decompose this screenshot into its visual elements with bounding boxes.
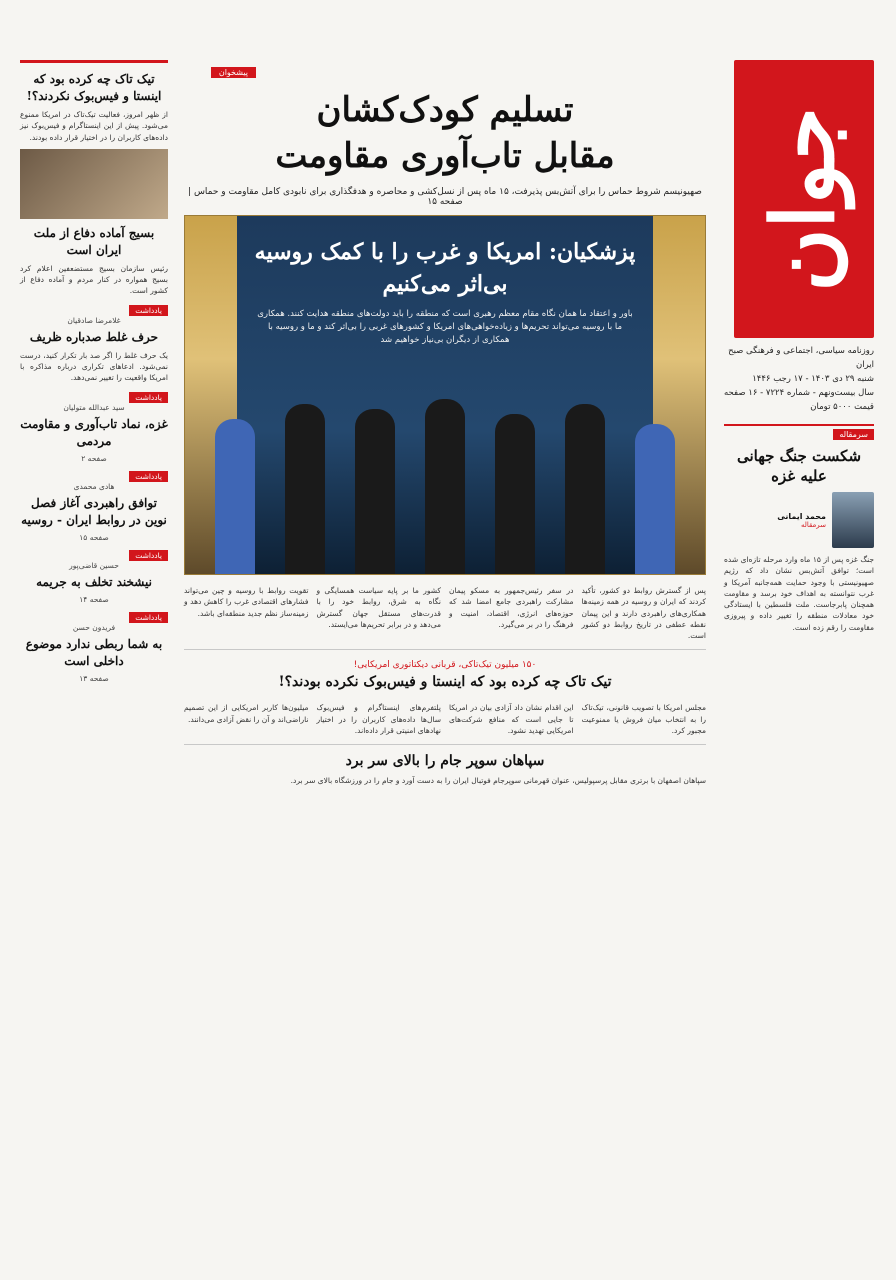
masthead-meta — [724, 344, 874, 414]
note-tag-5: یادداشت — [129, 612, 168, 623]
editorial-text: جنگ غزه پس از ۱۵ ماه وارد مرحله تازه‌ای شده است؛ توافق آتش‌بس نشان داد که رژیم صهیونیستی با وجود حمایت همه‌جانبه آمریکا و غرب نتوانسته به اهداف خود برسد و مقاومت همچنان پابرجاست. ملت فلسطین با ایستادگی خود معادلات منطقه را تغییر داده و پیروزی مقاومت را رقم زده است. — [724, 555, 874, 632]
main-kicker: پیشخوان — [211, 67, 256, 78]
main-photo[interactable] — [184, 215, 706, 575]
headline-line-1: تسلیم کودک‌کشان — [316, 90, 574, 130]
note-bar-3 — [20, 471, 168, 482]
main-text-3: کشور ما بر پایه سیاست همسایگی و نگاه به شرق، روابط خود را با قدرت‌های مستقل جهان گسترش می‌دهد و در برابر تحریم‌ها می‌ایستد. — [316, 586, 441, 629]
note-tag-1: یادداشت — [129, 305, 168, 316]
author-name: محمد ایمانی — [777, 511, 826, 521]
sub-text-2: این اقدام نشان داد آزادی بیان در امریکا تا جایی است که منافع شرکت‌های امریکایی تهدید نشود. — [449, 703, 574, 736]
masthead-date: شنبه ۲۹ دی ۱۴۰۳ - ۱۷ رجب ۱۴۴۶ — [752, 374, 874, 384]
masthead-desc: روزنامه سیاسی، اجتماعی و فرهنگی صبح ایران — [728, 346, 874, 370]
main-lead: صهیونیسم شروط حماس را برای آتش‌بس پذیرفت، ۱۵ ماه پس از نسل‌کشی و محاصره و هدفگذاری برای نابودی کامل مقاومت و حماس | صفحه ۱۵ — [188, 187, 702, 207]
editorial-header — [724, 424, 874, 440]
note-page-3: صفحه ۲ — [81, 453, 107, 463]
sub-text-3: پلتفرم‌های اینستاگرام و فیس‌بوک سال‌ها داده‌های کاربران را در اختیار نهادهای امنیتی قرار داده‌اند. — [316, 703, 441, 736]
left-top-text: از ظهر امروز، فعالیت تیک‌تاک در امریکا ممنوع می‌شود. پیش از این اینستاگرام و فیس‌بوک نیز داده‌های کاربران را در اختیار قرار داده بودند. — [20, 110, 168, 142]
note-writer-5: فریدون حسن — [72, 622, 116, 632]
photo-people — [215, 374, 675, 574]
left-top-headline[interactable]: تیک تاک چه کرده بود که اینستا و فیس‌بوک نکردند؟! — [26, 72, 162, 103]
note-writer-3: هادی محمدی — [73, 481, 115, 491]
logo-text: جوان — [753, 106, 855, 292]
sub-headline[interactable]: تیک تاک چه کرده بود که اینستا و فیس‌بوک نکرده بودند؟! — [278, 674, 612, 691]
note-headline-3[interactable]: غزه، نماد تاب‌آوری و مقاومت مردمی — [20, 416, 168, 448]
note-page-4: صفحه ۱۵ — [79, 532, 109, 542]
note-writer-2: سید عبدالله متولیان — [63, 402, 125, 412]
main-text-4: تقویت روابط با روسیه و چین می‌تواند فشارهای اقتصادی غرب را کاهش دهد و زمینه‌ساز نظم جدید منطقه‌ای باشد. — [184, 586, 309, 618]
note-tag-4: یادداشت — [129, 550, 168, 561]
basij-text: رئیس سازمان بسیج مستضعفین اعلام کرد بسیج همواره در کنار مردم و آماده دفاع از کشور است. — [20, 263, 168, 296]
note-bar-5 — [20, 612, 168, 623]
note-text-2: یک حرف غلط را اگر صد بار تکرار کنید، درست نمی‌شود. ادعاهای تکراری درباره مذاکره با امریکا واقعیت را تغییر نمی‌دهد. — [20, 350, 168, 383]
note-page-6: صفحه ۱۳ — [79, 673, 109, 683]
note-writer-4: حسین قاضی‌پور — [69, 560, 119, 570]
bottom-headline[interactable]: سپاهان سوپر جام را بالای سر برد — [345, 753, 545, 770]
main-text-1: پس از گسترش روابط دو کشور، تأکید کردند که ایران و روسیه در همه زمینه‌ها همکاری‌های راهبردی دارند و این پیمان نقطه عطفی در تاریخ روابط دو کشور است. — [581, 586, 706, 641]
editorial-title[interactable]: شکست جنگ جهانی علیه غزه — [736, 447, 862, 485]
masthead-price: قیمت ۵۰۰۰ تومان — [810, 402, 874, 412]
left-column — [20, 60, 168, 1240]
note-bar-4 — [20, 550, 168, 561]
headline-line-2: مقابل تاب‌آوری مقاومت — [275, 136, 615, 176]
sub-text-columns — [184, 702, 706, 736]
note-headline-2[interactable]: حرف غلط صدباره ظریف — [29, 329, 159, 344]
note-tag-3: یادداشت — [129, 471, 168, 482]
main-text-columns — [184, 585, 706, 641]
author-avatar — [832, 492, 874, 548]
basij-photo — [20, 149, 168, 219]
main-text-2: در سفر رئیس‌جمهور به مسکو پیمان مشارکت راهبردی جامع امضا شد که حوزه‌های انرژی، اقتصاد، امنیت و فرهنگ را در بر می‌گیرد. — [449, 586, 574, 629]
right-column — [724, 60, 874, 1240]
note-page-5: صفحه ۱۴ — [79, 594, 109, 604]
note-headline-4[interactable]: توافق راهبردی آغاز فصل نوین در روابط ایران - روسیه — [21, 495, 167, 527]
masthead-issue: سال بیست‌ونهم - شماره ۷۲۲۴ - ۱۶ صفحه — [723, 388, 874, 398]
sub-text-4: میلیون‌ها کاربر امریکایی از این تصمیم ناراضی‌اند و آن را نقض آزادی می‌دانند. — [184, 703, 309, 724]
basij-headline[interactable]: بسیج آماده دفاع از ملت ایران است — [33, 225, 155, 257]
masthead-logo — [734, 60, 874, 338]
note-writer-1: غلامرضا صادقیان — [67, 315, 121, 325]
photo-title: پزشکیان: امریکا و غرب را با کمک روسیه بی‌اثر می‌کنیم — [254, 239, 636, 297]
bottom-text: سپاهان اصفهان با برتری مقابل پرسپولیس، عنوان قهرمانی سوپرجام فوتبال ایران را به دست آورد و جام را در ورزشگاه بالای سر برد. — [290, 776, 706, 786]
editorial-author — [724, 492, 874, 548]
sub-kicker: ۱۵۰ میلیون تیک‌تاکی، قربانی دیکتاتوری امریکایی! — [353, 660, 537, 671]
note-headline-6[interactable]: به شما ربطی ندارد موضوع داخلی است — [25, 636, 163, 668]
main-column — [184, 60, 706, 1240]
note-bar-2 — [20, 392, 168, 403]
editorial-tag: سرمقاله — [833, 429, 874, 440]
photo-subtitle: باور و اعتقاد ما همان نگاه مقام معظم رهبری است که منطقه را باید دولت‌های منطقه هدایت کنند. همکاری ما با روسیه می‌تواند تحریم‌ها و زیاده‌خواهی‌های امریکا و کشورهای غربی را بی‌اثر کند و ما و روسیه با همکاری از دیگران بی‌نیاز خواهیم شد — [257, 309, 633, 345]
main-headline[interactable] — [184, 87, 706, 179]
note-headline-5[interactable]: نیشخند تخلف به جریمه — [36, 574, 152, 589]
author-role: سرمقاله — [800, 520, 826, 529]
note-bar-1 — [20, 305, 168, 316]
note-tag-2: یادداشت — [129, 392, 168, 403]
left-top-box — [20, 60, 168, 143]
sub-text-1: مجلس امریکا با تصویب قانونی، تیک‌تاک را به انتخاب میان فروش یا ممنوعیت مجبور کرد. — [581, 703, 706, 736]
